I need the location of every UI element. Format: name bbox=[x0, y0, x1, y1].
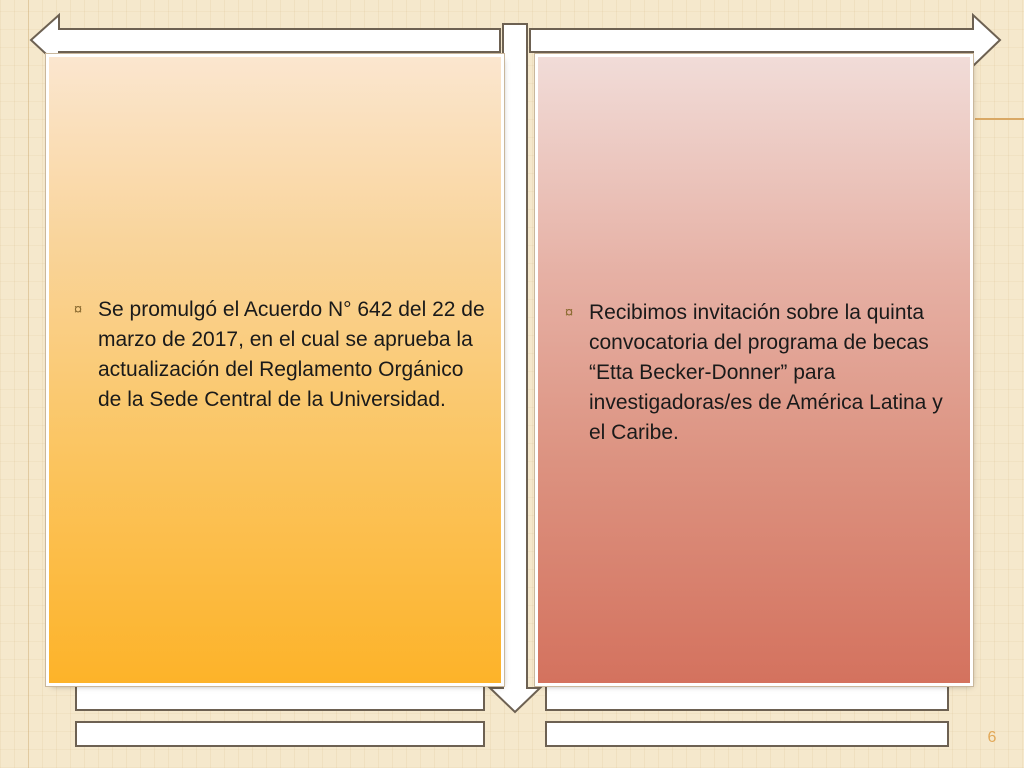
right-bullet-text: Recibimos invitación sobre la quinta convocatoria del programa de becas “Etta Becker-Donner” para investigadoras/es de América Latina y el Caribe. bbox=[589, 301, 943, 444]
bullet-icon: ¤ bbox=[564, 304, 574, 321]
bottom-bar-right-upper bbox=[546, 686, 948, 710]
bullet-icon: ¤ bbox=[73, 301, 83, 318]
left-bullet-item bbox=[58, 295, 486, 415]
left-bullet-text: Se promulgó el Acuerdo N° 642 del 22 de marzo de 2017, en el cual se aprueba la actualización del Reglamento Orgánico de la Sede Central de la Universidad. bbox=[98, 298, 485, 411]
bottom-bar-right-lower bbox=[546, 722, 948, 746]
bottom-bar-left-upper bbox=[76, 686, 484, 710]
bottom-bar-left-lower bbox=[76, 722, 484, 746]
page-number: 6 bbox=[987, 729, 997, 746]
right-bullet-item bbox=[549, 298, 949, 448]
